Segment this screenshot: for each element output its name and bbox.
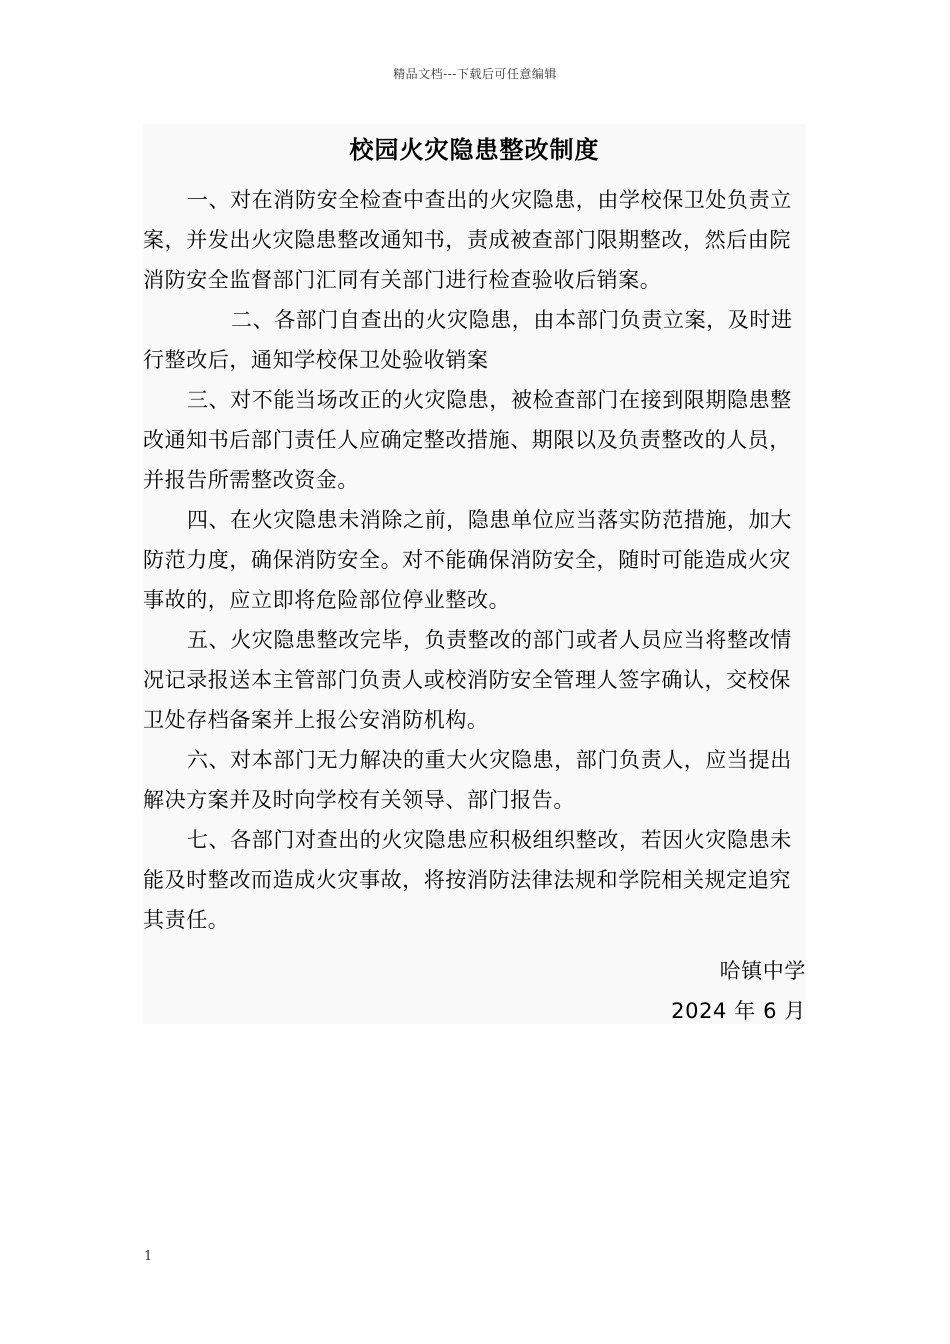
signature-organization: 哈镇中学 xyxy=(719,959,806,983)
paragraph-4: 四、在火灾隐患未消除之前，隐患单位应当落实防范措施，加大防范力度，确保消防安全。对不能确保消防安全，随时可能造成火灾事故的，应立即将危险部位停业整改。 xyxy=(143,508,792,612)
document-body xyxy=(143,180,798,940)
signature-date: 2024 年 6 月 xyxy=(671,999,806,1023)
header-note: 精品文档---下载后可任意编辑 xyxy=(393,67,557,81)
paragraph-1: 一、对在消防安全检查中查出的火灾隐患，由学校保卫处负责立案，并发出火灾隐患整改通知书，责成被查部门限期整改，然后由院消防安全监督部门汇同有关部门进行检查验收后销案。 xyxy=(143,188,792,292)
paragraph-7: 七、各部门对查出的火灾隐患应积极组织整改，若因火灾隐患未能及时整改而造成火灾事故，将按消防法律法规和学院相关规定追究其责任。 xyxy=(143,828,792,932)
page-number: 1 xyxy=(144,1249,153,1264)
paragraph-2: 二、各部门自查出的火灾隐患，由本部门负责立案，及时进行整改后，通知学校保卫处验收销案 xyxy=(143,308,793,372)
paragraph-6: 六、对本部门无力解决的重大火灾隐患，部门负责人，应当提出解决方案并及时向学校有关领导、部门报告。 xyxy=(143,748,792,812)
paragraph-5: 五、火灾隐患整改完毕，负责整改的部门或者人员应当将整改情况记录报送本主管部门负责人或校消防安全管理人签字确认，交校保卫处存档备案并上报公安消防机构。 xyxy=(143,628,792,732)
document-title: 校园火灾隐患整改制度 xyxy=(349,136,600,164)
paragraph-3: 三、对不能当场改正的火灾隐患，被检查部门在接到限期隐患整改通知书后部门责任人应确定整改措施、期限以及负责整改的人员，并报告所需整改资金。 xyxy=(143,388,792,492)
